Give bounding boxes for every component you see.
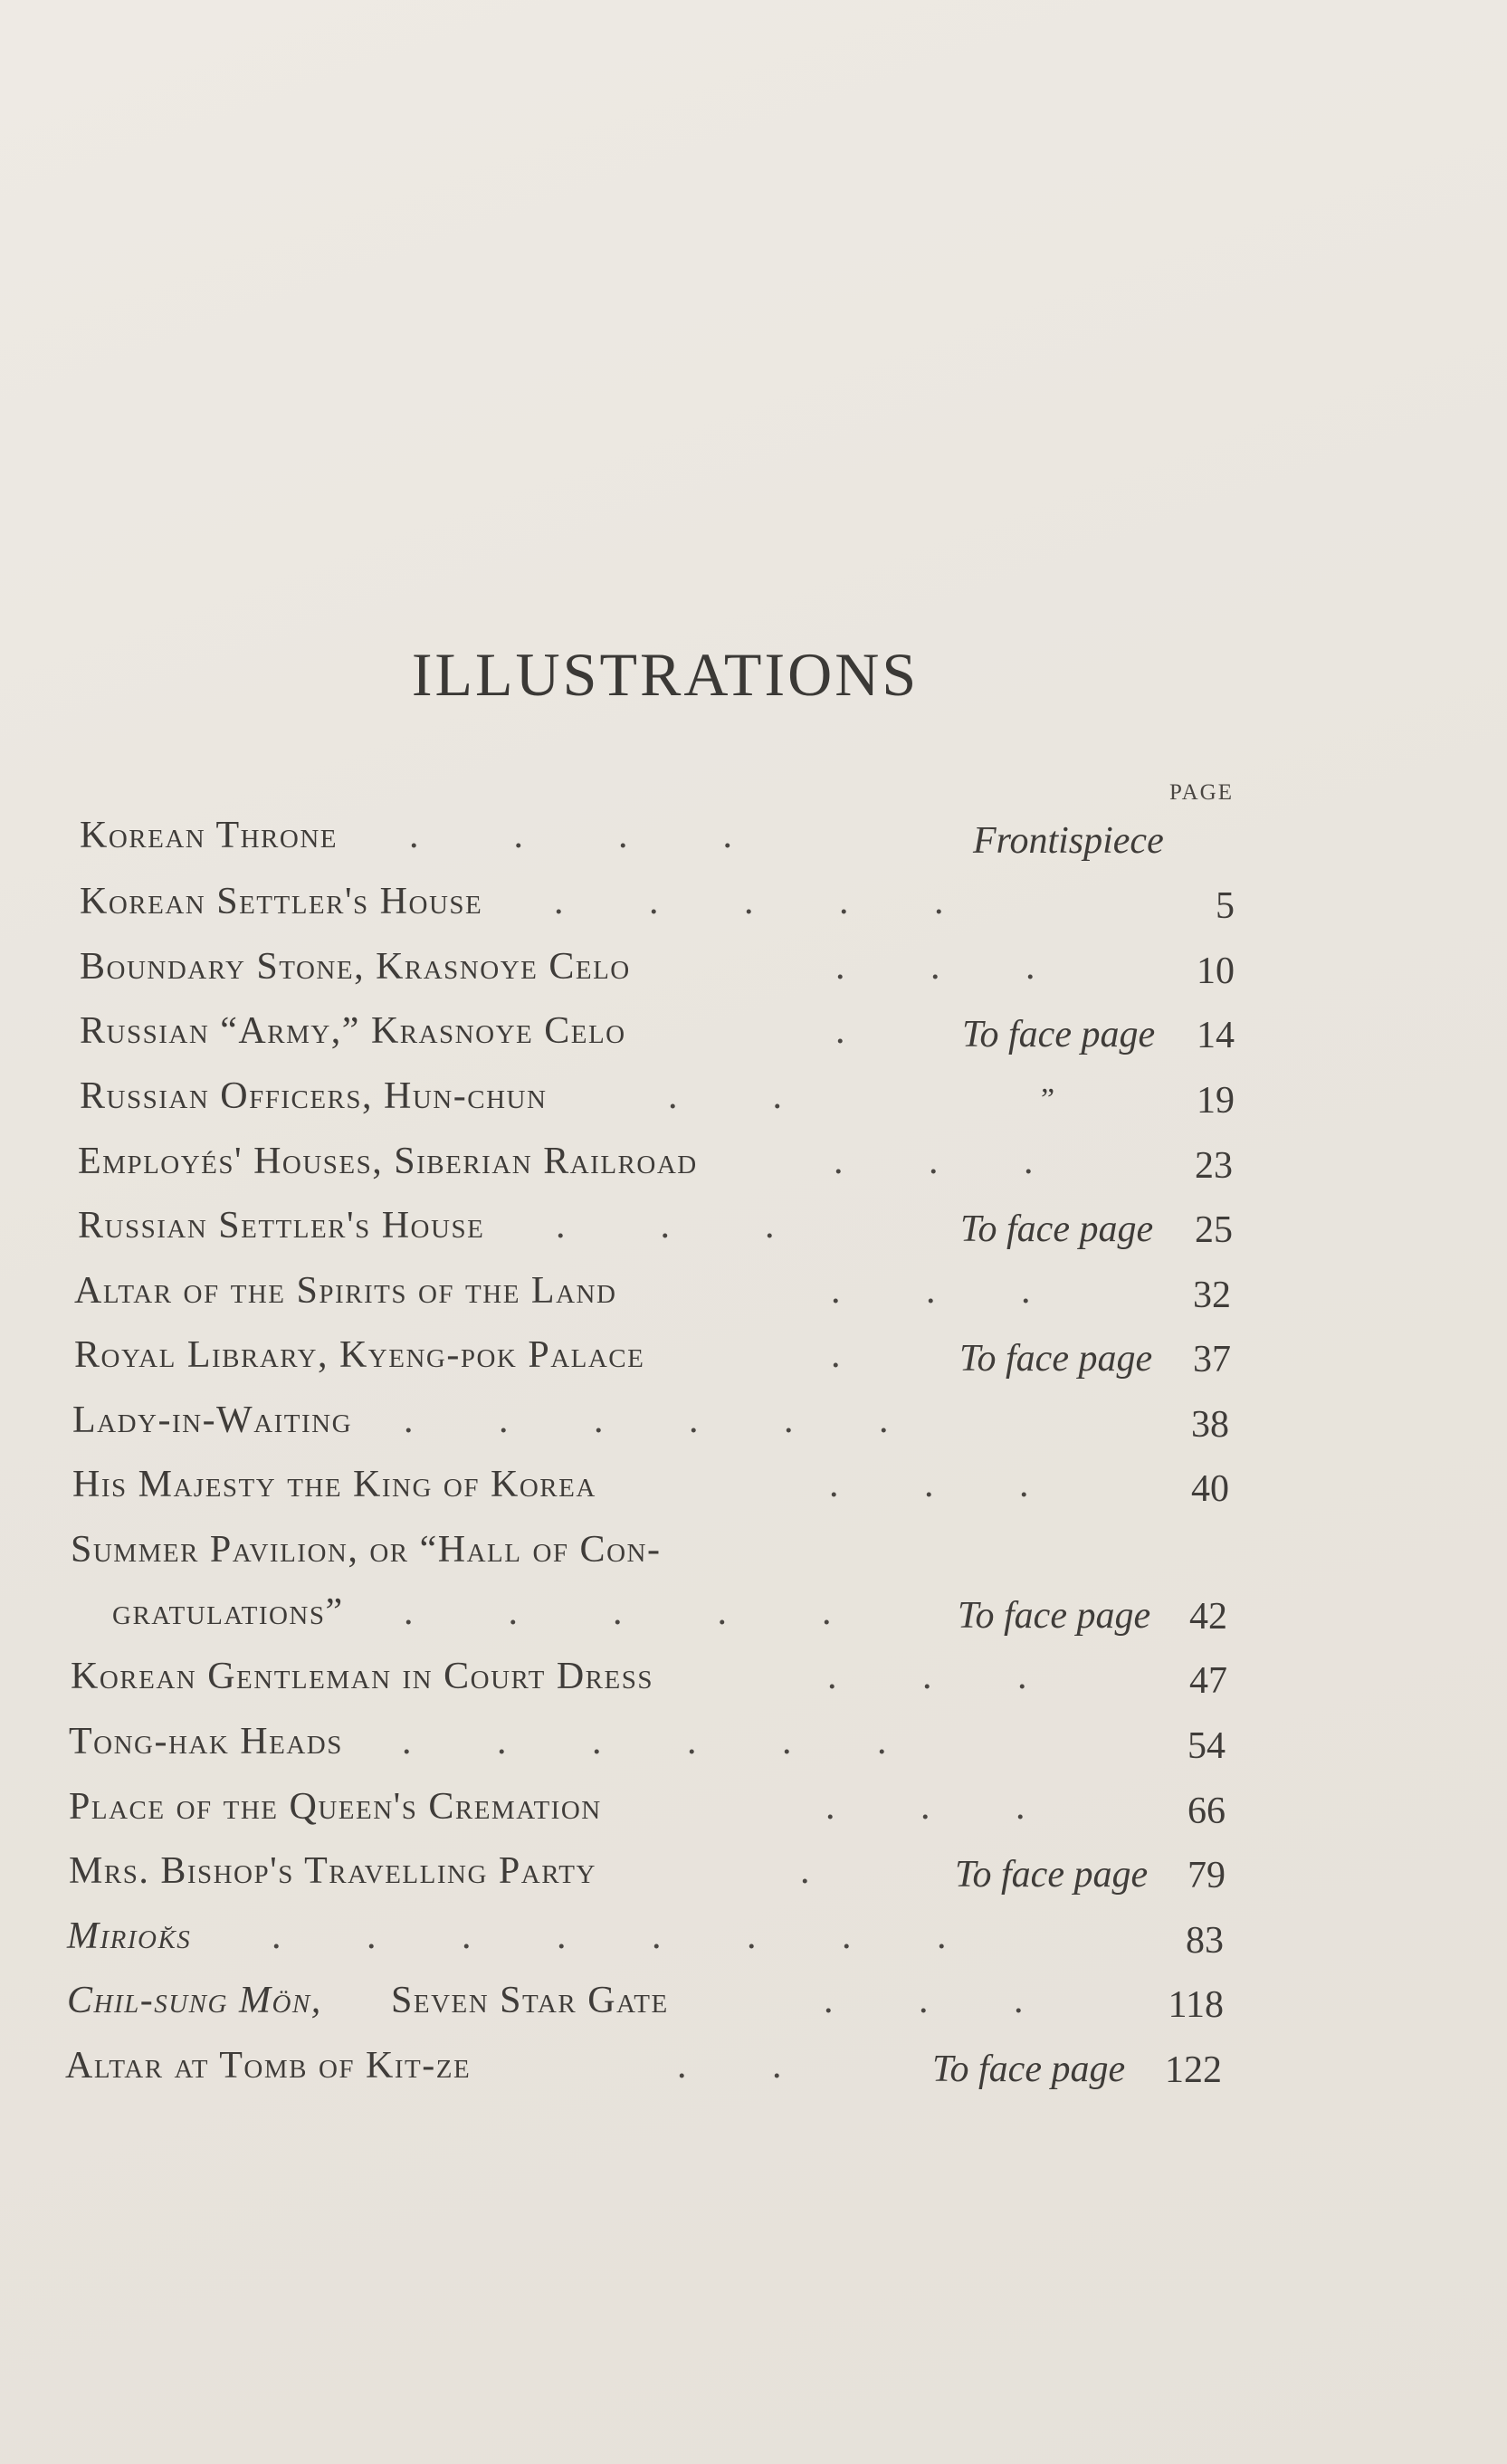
leader-dots: . . . . . . <box>402 1721 887 1762</box>
illustration-title: Employés' Houses, Siberian Railroad <box>78 1141 698 1182</box>
illustration-title: Korean Settler's House <box>80 881 483 922</box>
leader-dots: . . . <box>835 946 1035 988</box>
illustration-title: Summer Pavilion, or “Hall of Con- <box>71 1529 662 1571</box>
illustration-page: 54 <box>1187 1725 1226 1767</box>
leader-dots: . . . . . . <box>404 1399 889 1441</box>
illustration-title: Russian Settler's House <box>78 1205 485 1246</box>
illustration-page: 47 <box>1189 1660 1227 1702</box>
illustration-page: 25 <box>1195 1209 1233 1251</box>
ditto-mark: ” <box>1041 1083 1055 1116</box>
leader-dots: . . . . . <box>404 1591 832 1633</box>
leader-dots: . . . <box>829 1464 1029 1505</box>
illustration-title: Royal Library, Kyeng-pok Palace <box>74 1334 645 1376</box>
leader-dots: . <box>831 1334 841 1376</box>
leader-dots: . . . <box>831 1270 1031 1312</box>
illustration-page: 32 <box>1193 1275 1231 1316</box>
illustration-title: Korean Throne <box>80 815 338 856</box>
illustration-title: Seven Star Gate <box>391 1980 669 2021</box>
illustration-title: Russian “Army,” Krasnoye Celo <box>80 1010 626 1052</box>
illustration-page: 5 <box>1216 885 1235 927</box>
page-column-header: PAGE <box>1169 780 1234 805</box>
leader-dots: . . . . . <box>554 881 944 922</box>
illustration-page: 42 <box>1189 1596 1227 1638</box>
leader-dots: . <box>800 1850 810 1892</box>
illustration-page: 10 <box>1197 950 1235 992</box>
facing-page-label: To face page <box>960 1208 1154 1250</box>
page-title: ILLUSTRATIONS <box>411 640 920 709</box>
leader-dots: . . . <box>824 1980 1024 2021</box>
facing-page-label: To face page <box>958 1595 1151 1637</box>
leader-dots: . . <box>668 1075 782 1117</box>
illustration-title: Miriok̆s <box>67 1915 192 1957</box>
illustration-title-italic: Chil-sung Mön, <box>67 1980 322 2021</box>
illustration-title: Tong-hak Heads <box>69 1721 343 1762</box>
illustration-title: Lady-in-Waiting <box>72 1399 353 1441</box>
illustration-title: Altar of the Spirits of the Land <box>74 1270 617 1312</box>
illustration-page: 40 <box>1191 1468 1229 1510</box>
illustration-title-continued: gratulations” <box>112 1591 344 1633</box>
illustration-title: Korean Gentleman in Court Dress <box>71 1656 653 1697</box>
facing-page-label: To face page <box>932 2049 1126 2090</box>
illustration-page: 14 <box>1197 1015 1235 1056</box>
illustration-page: 37 <box>1193 1339 1231 1380</box>
illustration-page: 66 <box>1187 1791 1226 1832</box>
leader-dots: . . . <box>556 1205 775 1246</box>
leader-dots: . . . <box>825 1786 1025 1828</box>
leader-dots: . <box>835 1010 845 1052</box>
illustration-page: Frontispiece <box>973 820 1164 862</box>
leader-dots: . . <box>677 2045 782 2087</box>
illustration-page: 38 <box>1191 1404 1229 1446</box>
illustration-page: 83 <box>1186 1920 1224 1962</box>
facing-page-label: To face page <box>959 1338 1153 1380</box>
leader-dots: . . . . <box>409 815 732 856</box>
illustration-title: Boundary Stone, Krasnoye Celo <box>80 946 631 988</box>
facing-page-label: To face page <box>955 1854 1149 1896</box>
illustration-title: Mrs. Bishop's Travelling Party <box>69 1850 596 1892</box>
illustration-page: 19 <box>1197 1080 1235 1122</box>
leader-dots: . . . . . . . . <box>272 1915 947 1957</box>
illustration-title: Russian Officers, Hun-chun <box>80 1075 548 1117</box>
leader-dots: . . . <box>834 1141 1034 1182</box>
facing-page-label: To face page <box>962 1014 1156 1055</box>
illustration-page: 23 <box>1195 1145 1233 1187</box>
illustration-title: Altar at Tomb of Kit-ze <box>65 2045 472 2087</box>
illustration-title: Place of the Queen's Cremation <box>69 1786 602 1828</box>
illustration-title: His Majesty the King of Korea <box>72 1464 596 1505</box>
illustration-page: 79 <box>1187 1855 1226 1896</box>
leader-dots: . . . <box>827 1656 1027 1697</box>
illustration-page: 118 <box>1168 1984 1224 2026</box>
illustration-page: 122 <box>1165 2049 1222 2091</box>
